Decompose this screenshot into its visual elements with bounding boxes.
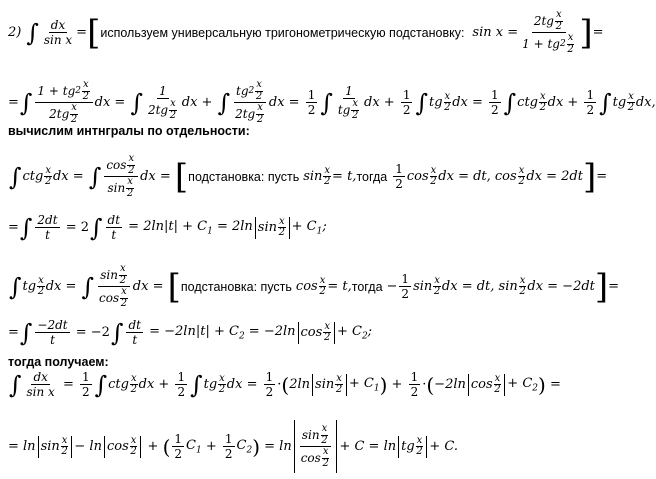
line-7: = ∫ $\frac{-2dt}{t}$ = −2 ∫ $\frac{dt}{t}$ = $-2\ln|t| + C_2 = -2\ln$ cos x 2 + $C_2$;	[8, 318, 373, 347]
line-2: = ∫ 1 + tg 2 x 2 2tg x 2 dx = ∫ 1 2tg x 2 dx + ∫ tg 2 x 2 2tg x 2 dx = $\frac{1}{2}$ ∫ 1 tg x 2 dx + $\frac{1}{2}$ ∫ tg x 2 dx = $\frac{1}{2}$ ∫ ctg x 2 dx + $\frac{1}{2}$ ∫ tg x 2 dx,	[8, 79, 656, 125]
line-6: ∫ tg x 2 dx = ∫ sin x 2 cos x 2 dx = [ подстановка: пусть cos $\frac{x}{2}$ = t, тогда − $\frac{1}{2}$ sin x 2 dx = dt, sin x 2 dx = −2dt ] =	[9, 263, 620, 309]
line-5: = ∫ $\frac{2dt}{t}$ = 2 ∫ $\frac{dt}{t}$ = $2\ln|t| + C_1 = 2\ln$ sin x 2 + $C_1$;	[8, 213, 327, 242]
line-3-text: вычислим интнгралы по отдельности:	[8, 124, 250, 138]
line-9: ∫ $\frac{dx}{\text{sin x}}$ = $\frac{1}{2}$ ∫ ctg x 2 dx + $\frac{1}{2}$ ∫ tg x 2 dx = $\frac{1}{2}$ · ( 2ln sin x 2 + $C_1$ ) + $\frac{1}{2}$ · ( −2ln cos x 2 + $C_2$ ) =	[9, 370, 561, 399]
line-10: = ln sin x 2 − ln cos x 2 + ( $\frac{1}{2}$ $C_1$ + $\frac{1}{2}$ $C_2$ ) = ln sin x 2 cos x 2 + C = ln tg x 2 + C.	[8, 420, 458, 473]
line-1: 2) ∫ $\frac{dx}{\text{sin x}}$ = [ используем универсальную тригонометрическую подстановку: sin x = 2tg x 2 1 + tg 2 x 2 ] =	[8, 9, 604, 55]
then-text-2: тогда	[351, 279, 383, 294]
substitution-text-2: подстановка: пусть	[180, 279, 292, 294]
then-text-1: тогда	[356, 169, 388, 184]
universal-substitution-text: используем универсальную тригонометрическую подстановку:	[100, 25, 465, 40]
line-4: ∫ ctg x 2 dx = ∫ cos x 2 sin x 2 dx = [ подстановка: пусть sin $\frac{x}{2}$ = t, тогда $\frac{1}{2}$ cos x 2 dx = dt, cos x 2 dx = 2dt ] =	[9, 153, 608, 199]
substitution-text-1: подстановка: пусть	[188, 169, 300, 184]
line-8-text: тогда получаем:	[8, 355, 109, 369]
